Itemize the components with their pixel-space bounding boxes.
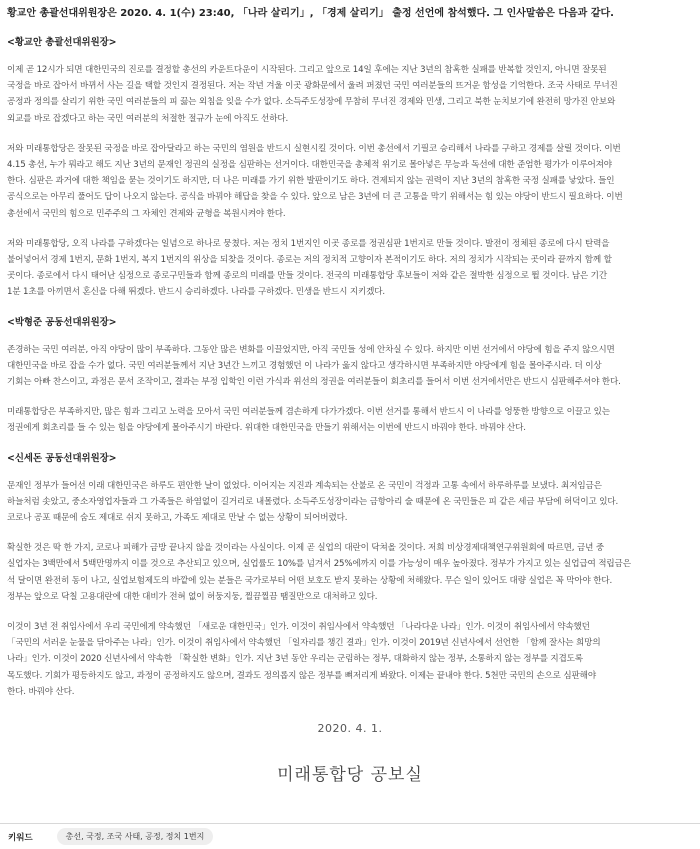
intro-text: 황교안 총괄선대위원장은 2020. 4. 1(수) 23:40, 「나라 살리기」, 「경제 살리기」 출정 선언에 참석했다. 그 인사말씀은 다음과 같다. [7, 8, 614, 19]
paragraph-line: 한다. 바꿔야 산다. [7, 686, 75, 697]
speech-paragraph [7, 236, 693, 301]
release-date: 2020. 4. 1. [317, 722, 383, 735]
keyword-tags[interactable]: 총선, 국정, 조국 사태, 공정, 정치 1번지 [57, 828, 214, 845]
paragraph-line: 목도했다. 기회가 평등하지도 않고, 과정이 공정하지도 않으며, 결과도 정의롭지 않은 정부를 뼈저리게 봐왔다. 이제는 끝내야 한다. 5천만 국민의 손으로 심판해야 [7, 670, 596, 681]
speech-paragraph [7, 62, 693, 127]
paragraph-line: 미래통합당은 부족하지만, 많은 힘과 그리고 노력을 모아서 국민 여러분들께 겸손하게 다가가겠다. 이번 선거를 통해서 반드시 이 나라를 엉뚱한 방향으로 이끌고 있는 [7, 407, 610, 418]
paragraph-line: 4.15 총선, 누가 뭐라고 해도 지난 3년의 문재인 정권의 실정을 심판하는 선거이다. 대한민국을 총체적 위기로 몰아넣은 무능과 독선에 대한 준엄한 평가가 이루어져야 [7, 160, 612, 171]
speech-paragraph [7, 141, 693, 222]
section-heading: <박형준 공동선대위원장> [7, 316, 117, 328]
paragraph-line: 국정을 바로 잡아서 바뀌서 사는 길을 택할 것인지 결정된다. 저는 작년 겨울 이곳 광화문에서 울려 퍼졌던 국민 여러분들의 뜨거운 함성을 기억한다. 조국 사태로 무너진 [7, 81, 618, 92]
paragraph-line: 「국민의 서러운 눈물을 닦아주는 나라」인가. 이것이 취임사에서 약속했던 「일자리를 챙긴 결과」인가. 이것이 2019년 신년사에서 선언한 「함께 잘사는 희망의 [7, 638, 601, 649]
speech-paragraph [7, 404, 693, 436]
paragraph-line: 코로나 공포 때문에 숨도 제대로 쉬지 못하고, 가족도 제대로 만날 수 없는 상황이 되어버렸다. [7, 513, 348, 524]
paragraph-line: 석 달이면 완전히 동이 나고, 실업보험제도의 바깥에 있는 분들은 국가로부터 어떤 보호도 받지 못하는 상황에 처해왔다. 무슨 일이 있어도 대량 실업은 꼭 막아야 한다. [7, 575, 613, 586]
section-heading: <황교안 총괄선대위원장> [7, 37, 117, 48]
paragraph-line: 이것이 3년 전 취임사에서 우리 국민에게 약속했던 「새로운 대한민국」인가. 이것이 취임사에서 약속했던 「나라다운 나라」인가. 이것이 취임사에서 약속했던 [7, 622, 590, 633]
speech-sections [7, 36, 693, 700]
paragraph-line: 외교를 바로 잡겠다고 하는 국민 여러분의 처절한 절규가 눈에 아직도 선하다. [7, 113, 289, 124]
paragraph-line: 하늘처럼 솟았고, 중소자영업자들과 그 가족들은 하염없이 길거리로 내몰렸다. 소득주도성장이라는 금항아리 술 때문에 온 국민들은 피 같은 세금 부담에 허덕이고 있다. [7, 496, 619, 507]
paragraph-line: 확실한 것은 딱 한 가지, 코로나 피해가 금방 끝나지 않을 것이라는 사실이다. 이제 곧 실업의 대란이 닥쳐올 것이다. 저희 비상경제대책연구위원회에 따르면, 금년 중 [7, 543, 604, 554]
paragraph-line: 실업자는 3백만에서 5백만명까지 이를 것으로 추산되고 있으며, 실업률도 10%를 넘겨서 25%에까지 이를 가능성이 매우 높아졌다. 정부가 가지고 있는 실업급여 적립금은 [7, 559, 631, 570]
paragraph-line: 공정과 정의를 살리기 위한 국민 여러분들의 피 끓는 외침을 잊을 수가 없다. 소득주도성장에 무참히 무너진 경제와 민생, 그리고 북한 눈치보기에 완전히 망가진 안보와 [7, 97, 616, 108]
paragraph-line: 불어넣어서 경제 1번지, 문화 1번지, 복지 1번지의 위상을 되찾을 것이다. 종로는 저의 정치적 고향이자 본적이기도 하다. 저의 정치가 시작되는 곳이라 끝까지 함께 할 [7, 255, 612, 266]
keyword-label: 키워드 [8, 832, 33, 843]
paragraph-line: 한다. 심판은 과거에 대한 책임을 묻는 것이기도 하지만, 더 나은 미래를 가기 위한 발판이기도 하다. 견제되지 않는 권력이 지난 3년의 참혹한 국정 실패를 낳았다. 들인 [7, 176, 615, 187]
speech-paragraph [7, 478, 693, 527]
paragraph-line: 저와 미래통합당은 잘못된 국정을 바로 잡아달라고 하는 국민의 염원을 반드시 실현시킬 것이다. 이번 총선에서 기필코 승리해서 나라를 구하고 경제를 살릴 것이다. 이번 [7, 143, 621, 154]
paragraph-line: 존경하는 국민 여러분, 아직 야당이 많이 부족하다. 그동안 많은 변화를 이끌었지만, 아직 국민들 성에 안차실 수 있다. 하지만 이번 선거에서 야당에 힘을 주지 않으시면 [7, 344, 615, 355]
paragraph-line: 총선에서 국민의 힘으로 민주주의 그 자체인 견제와 균형을 복원시켜야 한다. [7, 208, 286, 219]
release-author: 미래통합당 공보실 [277, 765, 423, 785]
speech-paragraph [7, 342, 693, 391]
paragraph-line: 1분 1초를 아끼면서 혼신을 다해 뛰겠다. 반드시 승리하겠다. 나라를 구하겠다. 민생을 반드시 지키겠다. [7, 287, 386, 298]
speech-paragraph [7, 619, 693, 700]
paragraph-line: 기회는 아빠 찬스이고, 과정은 문서 조작이고, 결과는 부정 입학인 이런 가식과 위선의 정권을 여러분들이 회초리를 들어서 이번 선거에서만은 반드시 심판해주셔야 한다. [7, 377, 621, 388]
paragraph-line: 정부는 앞으로 닥칠 고용대란에 대한 대비가 전혀 없이 허둥지둥, 찔끔찔끔 땜질만으로 대처하고 있다. [7, 591, 378, 602]
paragraph-line: 이제 곧 12시가 되면 대한민국의 진로를 결정할 총선의 카운트다운이 시작된다. 그리고 앞으로 14일 후에는 지난 3년의 참혹한 실패를 반복할 것인지, 아니면 잘못된 [7, 65, 607, 75]
speech-paragraph [7, 540, 693, 605]
paragraph-line: 저와 미래통합당, 오직 나라를 구하겠다는 일념으로 하나로 뭉쳤다. 저는 정치 1번지인 이곳 종로를 정권심판 1번지로 만들 것이다. 발전이 정체된 종로에 다시 탄력을 [7, 238, 610, 249]
paragraph-line: 곳이다. 종로에서 다시 태어난 심정으로 종로구민들과 함께 종로의 미래를 만들 것이다. 전국의 미래통합당 후보들이 저와 같은 절박한 심정으로 뛸 것이다. 남은 기간 [7, 271, 607, 282]
paragraph-line: 정권에게 회초리를 들 수 있는 힘을 야당에게 몰아주시기 바란다. 위대한 대한민국을 만들기 위해서는 이번에 반드시 바꿔야 한다. 바꿔야 산다. [7, 423, 526, 434]
paragraph-line: 문재인 정부가 들어선 이래 대한민국은 하루도 편안한 날이 없었다. 이어지는 지진과 계속되는 산불로 온 국민이 걱정과 고통 속에서 하루하루를 보냈다. 최저임금은 [7, 480, 602, 491]
keyword-bar [0, 823, 700, 849]
paragraph-line: 나라」인가. 이것이 2020 신년사에서 약속한 「확실한 변화」인가. 지난 3년 동안 우리는 군림하는 정부, 대화하지 않는 정부, 소통하지 않는 정부를 지겹도록 [7, 654, 583, 665]
section-heading: <신세돈 공동선대위원장> [7, 452, 117, 464]
paragraph-line: 공식으로는 아무리 풀어도 답이 나오지 않는다. 공식을 바꿔야 해답을 찾을 수 있다. 앞으로 남은 3년에 더 큰 고통을 막기 위해서는 힘 있는 야당이 반드시 필요하다. 이번 [7, 192, 623, 203]
paragraph-line: 대한민국을 바로 잡을 수가 없다. 국민 여러분들께서 지난 3년간 느끼고 경험했던 이 나라가 옳지 않다고 생각하시면 부족하지만 야당에게 힘을 몰아주시라. 더 이상 [7, 360, 602, 371]
